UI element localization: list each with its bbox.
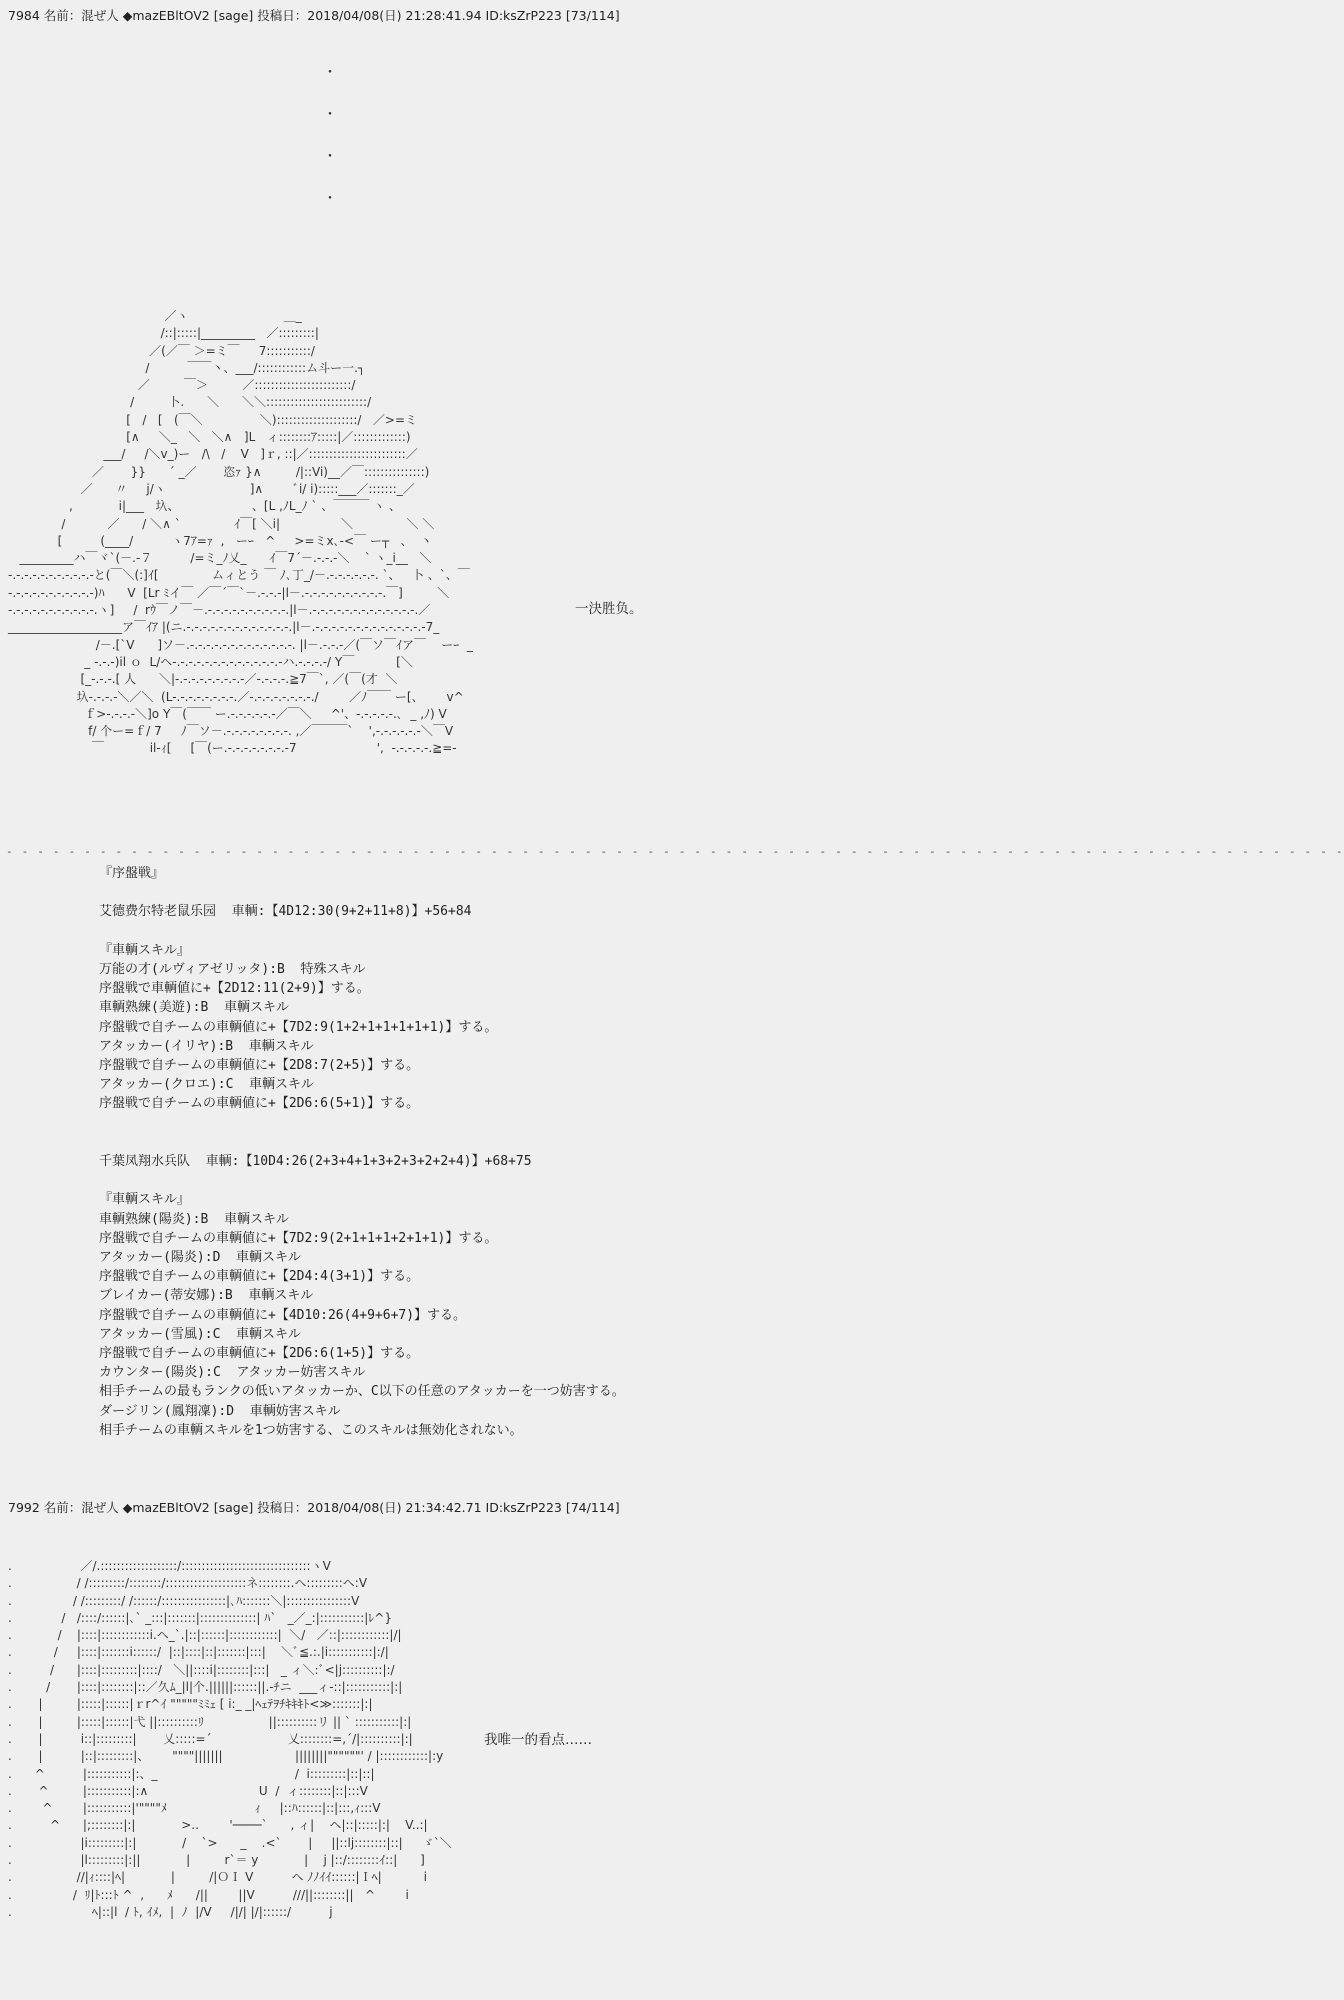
ascii-art-tank: ／ヽ ＿_ /::|:::::|_________ ／:::::::::| ／(／￣ ＞=ミ￣ 7:::::::::::/ / ￣￣丶、___/::::::::::::ム斗ー一.┐ ／ ￣＞ ／::::::::::::::::::::::::/ / 卜. ＼ ＼＼:::::::::::::::::::::::::/ [ / [ (￣＼ ＼)::::::::::::::::::::/ ／>=ミ [∧ ＼_ ＼ ＼∧ ]L ィ::::::::ｱ:::::|／:::::::::::::) ___/ /＼v_)ー /\ / V ]ｒ, ::|／::::::::::::::::::::::::／ ／ }} ´ _／ 恣ｧ }∧ /|::Vi)__／￣:::::::::::::::) ／ 〃 j/ヽ ]∧ ﾞi/ i):::::___／:::::::_／ , i|___ 圦、 、[L ,ﾉL_ﾉ ` 、￣￣￣ ヽ 、 / ／ / ＼∧ ` ｲ￣[ ＼i| ＼ ＼ ＼ [ (____/ ヽ7ｱ=ｧ , ーｰ ^ >=ミx､-<￣ ー┬ 、 丶 _________ハ￣ヾ`(－.-７ /=ミ_ﾉ乂_ ｲ￣7´－.-.-.-＼ ` ヽ_i__ ＼ -.-.-.-.-.-.-.-.-.-.-と(￣＼(:]ｲ[ ムィとう ￣ ﾉ､丁_/－.-.-.-.-.-.-. `、 卜 、`、￣ -.-.-.-.-.-.-.-.-.-.-)ﾊ V [Lr ﾐイ￣ ／￣´￣`－.-.-.-|l－.-.-.-.-.-.-.-.-.-.-.￣] ＼ -.-.-.-.-.-.-.-.-.-.-.ヽ] / rｳ￣ノ￣－.-.-.-.-.-.-.-.-.-.-.|l－.-.-.-.-.-.-.-.-.-.-.-.-.-.／ ___________________ア￣ｲｱ |(ニ.-.-.-.-.-.-.-.-.-.-.-.-.-.|l－.-.-.-.-.-.-.-.-.-.-.-.-.-.-7_ /－.[`V ]ソ－.-.-.-.-.-.-.-.-.-.-.-.-.-. |l－.-.-.-／(￣ソ￣ｲア￣ ーｰ _ _ -.-.-)il ｏ L/ヘ-.-.-.-.-.-.-.-.-.-.-.-.-.-ハ.-.-.-.-/ Y￣ [＼ [_-.-.-.[ 人 ＼|-.-.-.-.-.-.-.-.-／-.-.-.-.≧7￣`, ／(￣(才 ＼ 圦-.-.-.-＼／＼ (L-.-.-.-.-.-.-.-.／-.-.-.-.-.-.-.-./ ／ﾉ￣￣ ー[、 v^ ｆ>-.-.-.-＼]o Y￣(￣￣ ー.-.-.-.-.-.-／￣＼ ^'、-.-.-.-.-.､ _ ,ﾉ) V f/ 个ー=ｆ/ 7 ﾉ￣ソ－.-.-.-.-.-.-.-.-. ,／￣￣￣` ',-.-.-.-.-.-＼￣V ￣ il-ｨ[ [￣(ー.-.-.-.-.-.-.-.-7 ', -.-.-.-.-.≧=-	[8, 309, 473, 756]
art-speech-text: 我唯一的看点……	[484, 1732, 592, 1748]
ellipsis-dot: ・	[323, 191, 337, 207]
post-body: 『序盤戦』 艾德费尔特老鼠乐园 車輌:【4D12:30(9+2+11+8)】+56+84 『車輌スキル』 万能の才(ルヴィアゼリッタ):B 特殊スキル 序盤戦で車輌値に+【2D12:11(2+9)】する。 車輌熟練(美遊):B 車輌スキル 序盤戦で自チームの車輌値に+【7D2:9(1+2+1+1+1+1+1)】する。 アタッカー(イリヤ):B 車輌スキル 序盤戦で自チームの車輌値に+【2D8:7(2+5)】する。 アタッカー(クロエ):C 車輌スキル 序盤戦で自チームの車輌値に+【2D6:6(5+1)】する。 千葉凤翔水兵队 車輌:【10D4:26(2+3+4+1+3+2+3+2+2+4)】+68+75 『車輌スキル』 車輌熟練(陽炎):B 車輌スキル 序盤戦で自チームの車輌値に+【7D2:9(2+1+1+1+2+1+1)】する。 アタッカー(陽炎):D 車輌スキル 序盤戦で自チームの車輌値に+【2D4:4(3+1)】する。 ブレイカー(蒂安娜):B 車輌スキル 序盤戦で自チームの車輌値に+【4D10:26(4+9+6+7)】する。 アタッカー(雪風):C 車輌スキル 序盤戦で自チームの車輌値に+【2D6:6(1+5)】する。 カウンター(陽炎):C アタッカー妨害スキル 相手チームの最もランクの低いアタッカーか、C以下の任意のアタッカーを一つ妨害する。 ダージリン(鳳翔凜):D 車輌妨害スキル 相手チームの車輌スキルを1つ妨害する、このスキルは無効化されない。	[99, 866, 625, 1438]
ellipsis-dot: ・	[323, 149, 337, 165]
ellipsis-dot: ・	[323, 107, 337, 123]
ascii-art-character: . ／/.:::::::::::::::::::/::::::::::::::::::::::::::::::::ヽV . / /:::::::::/::::::::/::::::::::::::::::::ネ::::::::.ヘ:::::::::ヘ:V . / /:::::::::/ /::::::/::::::::::::::::|､ﾊ:::::::＼|::::::::::::::::V . / /::::/::::::|､` _:::|:::::::|::::::::::::::| ﾊ` _／_:|:::::::::::|ﾚ^} . / |::::|::::::::::::i.ヘ_`.|::|::::::|::::::::::::| ＼/ ／::|::::::::::::|/| . / |::::|:::::::i::::::/ |::|::::|::|:::::::|:::| ＼ﾞ≦.:.|i:::::::::::|:/| . / |::::|:::::::::|::::/ ＼||::::i|::::::::|:::| _ ィ＼:ﾞ<|j::::::::::|:/ . / |::::|::::::::|::／久ﾑ_|l|个.||||||::::::||.-ﾁニ ___ィ-::|:::::::::::|:| . | |:::::|::::::|ｒr^ｲ """""ﾐﾐｪ [ i:_ _|ﾍｪﾃｦﾁｷｷｷﾄ<≫:::::::|:| . | |:::::|::::::|弋 ||::::::::::ﾘ ||::::::::::リ || ` :::::::::::|:| . | i::|:::::::::| 乂:::::=´ 乂::::::::=,´/|::::::::::|:| . | |::|:::::::::|、 """"||||||| ||||||||""""""' / |::::::::::::|:y . ^ |:::::::::::|:、_ / i:::::::::|::|::| . ^ |:::::::::::|:∧ U / ィ::::::::|::|:::V . ^ |:::::::::::|'""""ﾒ ｨ |::ﾊ::::::|::|:::,ｨ:::V . ^ |;::::::::|:| >.. '────` , ィ| ヘ|::|:::::|:| V..:| . |i:::::::::|:| / `> _ .<` | ||::lj::::::::|::| ゞ`＼ . |l:::::::::|:|| | r`＝ y | j |::/::::::::ｲ::| ] . //|ｨ::::|ﾍ| | /|ＯＩ V ヘ ﾉﾉｲｲ::::::|Ｉﾍ| i . / ﾘ|ﾄ:::ﾄ ^ , ﾒ /|| ||V ///||::::::::|| ^ i . ﾍ|::|l / ﾄ, ｲﾒ, | ﾉ |/V /|/| |/|::::::/ j	[8, 1559, 452, 1919]
post-header-2: 7992 名前：混ぜ人 ◆mazEBltOV2 [sage] 投稿日：2018/04/08(日) 21:34:42.71 ID:ksZrP223 [74/114]	[8, 1500, 620, 1515]
section-divider: - - - - - - - - - - - - - - - - - - - - - - - - - - - - - - - - - - - - - - - - - - - - - - - - - - - - - - - - - - - - - - - - - - - - - - - - - - - - - - - - - - - - - -	[6, 845, 1344, 858]
art-caption: 一決胜负。	[575, 601, 643, 617]
post-header: 7984 名前：混ぜ人 ◆mazEBltOV2 [sage] 投稿日：2018/04/08(日) 21:28:41.94 ID:ksZrP223 [73/114]	[8, 8, 620, 23]
ellipsis-dot: ・	[323, 65, 337, 81]
